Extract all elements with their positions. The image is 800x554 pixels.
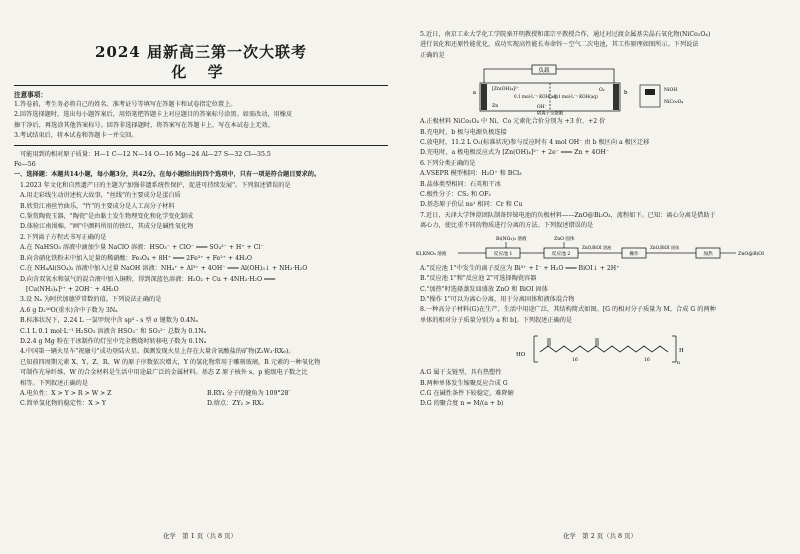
option: A.电负性：X > Y > R > W > Z: [20, 389, 112, 397]
question-line: D.充电时，a 极电极反应式为 [Zn(OH)₄]²⁻ + 2e⁻ ═══ Zn + 4OH⁻: [420, 149, 610, 157]
q7-q8-text: [414, 264, 788, 326]
question-line: 相等。下列叙述正确的是: [20, 379, 89, 387]
question-line: A."反应池 1"中发生的离子反应为 Bi³⁺ + I⁻ + H₂O ═══ BiOI↓ + 2H⁺: [420, 264, 620, 272]
question-line: C.放电时，11.2 L O₂(标准状况)参与反应时有 4 mol OH⁻ 由 b 极区向 a 极区迁移: [420, 139, 650, 147]
title-divider: [14, 85, 388, 86]
nico2o4-label: NiCo₂O₄: [664, 100, 684, 106]
atomic-mass-fe: Fe—56: [14, 161, 36, 169]
question-line: 4.中国第一辆火星车"祝融号"成功登陆火星。探测发现火星上存在大量含氧酸盐的矿物(Z₂W₃·RX₆)。: [20, 348, 295, 356]
load-label: 负载: [538, 68, 550, 75]
question-line: 1.2023 年文化和自然遗产日的主题为"加强非遗系统性保护，促进可持续发展"。下列叙述错误的是: [20, 181, 291, 189]
question-line: 进行氧化和还原性能优化，成功实现高性能长寿命锌－空气二次电池，其工作原理如图所示。下列说法: [420, 41, 699, 49]
q5-stem: [414, 30, 788, 61]
hydroxyl-end: HO: [516, 352, 526, 359]
question-line: 可制作光导纤维，W 的合金材料是生活中用途最广泛的金属材料。基态 Z 原子核外 s、p 能级电子数之比: [20, 369, 308, 377]
flow-source: KI,KNO₃ 溶液: [416, 251, 447, 257]
zincate-label: [Zn(OH)₄]²⁻: [492, 87, 520, 93]
process-flow: [414, 234, 788, 264]
page-1-questions: [14, 181, 388, 389]
option: D.熔点：ZY₂ > RX₂: [207, 400, 264, 408]
notice-line: 2.回答选择题时，选出每小题答案后，用铅笔把答题卡上对应题目的答案标号涂黑。如需改动，用橡皮: [14, 111, 293, 119]
q4-options: [14, 389, 388, 410]
q4-option-row: [14, 399, 388, 409]
question-line: C.在 NH₄Al(SO₄)₂ 溶液中加入过量 NaOH 溶液：NH₄⁺ + Al³⁺ + 4OH⁻ ═══ Al(OH)₃↓ + NH₃·H₂O: [20, 265, 308, 273]
notice-heading: 注意事项：: [14, 91, 47, 99]
oxygen-label: O₂: [599, 88, 605, 94]
question-line: B.欣赏江南丝竹曲乐，"竹"的主要成分是人工高分子材料: [20, 202, 175, 210]
question-line: B."反应池 1"和"反应池 2"可选择陶瓷容器: [420, 275, 537, 283]
question-line: B.向含硝化铁粉末中加入足量的稀硝酸：Fe₃O₄ + 8H⁺ ═══ 2Fe³⁺ + Fe²⁺ + 4H₂O: [20, 254, 252, 262]
question-line: A.在 NaHSO₃ 溶液中滴加少量 NaClO 溶液：HSO₃⁻ + ClO⁻ ═══ SO₄²⁻ + H⁺ + Cl⁻: [20, 244, 264, 252]
electrode-b-label: b: [624, 90, 628, 97]
battery-diagram: [414, 63, 788, 115]
question-line: C.鉴赏陶瓷玉器，"陶瓷"是由黏土发生物理变化和化学变化制成: [20, 213, 194, 221]
chain-length-b: 16: [644, 358, 650, 364]
atomic-mass-line: 可能用到的相对原子质量：H—1 C—12 N—14 O—16 Mg—24 Al—27 S—32 Cl—35.5: [20, 150, 271, 158]
notice-line: 3.考试结束后，将本试卷和答题卡一并交回。: [14, 132, 138, 140]
process-flow-svg: [414, 234, 788, 264]
zinc-electrode: [481, 84, 487, 110]
question-line: A.正极材料 NiCo₂O₄ 中 Ni、Co 元素化合价分别为 +3 价、+2 价: [420, 118, 606, 126]
operation-label: 操作: [629, 251, 639, 257]
q5-q7-text: [414, 117, 788, 231]
question-line: A.用走彩线生动讲述杭大故事，"丝线"的主要成分是蛋白质: [20, 192, 181, 200]
option-line: D.G 的聚合度 n = M/(a + b): [420, 400, 504, 408]
hydrogen-end: H: [679, 348, 684, 355]
reactor-1-label: 反应池 1: [493, 251, 513, 257]
question-line: 正确的是: [420, 51, 445, 59]
question-line: C.1 L 0.1 mol·L⁻¹ H₂SO₃ 溶液含 HSO₃⁻ 和 SO₃²⁻ 总数为 0.1Nₐ: [20, 327, 207, 335]
option-line: C.G 在碱性条件下较稳定，难降解: [420, 389, 514, 397]
inset-box: [640, 85, 660, 107]
polymer-structure-svg: [414, 328, 788, 368]
koh-left-label: 0.1 mol·L⁻¹ KOH(aq): [514, 94, 558, 100]
question-line: D.体验江南围棉，"画"中颜料所用的铁红，其成分是碱性氧化物: [20, 223, 194, 231]
question-line: C."加热"时选择蒸发皿盛放 ZnO 和 BiOI 固体: [420, 285, 548, 293]
question-line: 7.近日，天津大学钟澄团队制备锌铋电池的负极材料——ZnO@Bi₂O₃，流程如下。已知：离心分离是借助于: [420, 211, 716, 219]
niooh-label: NiOH: [664, 88, 678, 94]
inset-particle: [645, 89, 655, 95]
zinc-label: Zn: [492, 104, 499, 110]
battery-diagram-svg: [414, 63, 788, 115]
question-line: D.基态原子价层 ns¹ 相同：Cr 和 Cu: [420, 201, 523, 209]
question-line: 8.一种高分子材料(G)在生产、生活中用途广泛，其结构简式如图。[G 的相对分子质量为 M，合成 G 的两种: [420, 306, 716, 314]
option: B.RY₄ 分子的键角为 109°28′: [207, 389, 290, 397]
flow-product: ZnO@BiOI: [738, 251, 765, 257]
flow-solid: ZnO,BiOI 固体: [650, 244, 680, 250]
question-line: 单体的相对分子质量分别为 a 和 b]。下列叙述正确的是: [420, 316, 573, 324]
degree-of-polymerization: n: [677, 361, 680, 367]
question-line: A.6 g D₂¹⁶O(重水)含中子数为 3Nₐ: [20, 306, 118, 314]
wire-right: [556, 69, 614, 83]
question-line: D.2.4 g Mg 粉在干冰制作的灯室中完全燃烧时转移电子数为 0.1Nₐ: [20, 337, 207, 345]
q8-options: [414, 368, 788, 410]
question-line: 6.下列分类正确的是: [420, 159, 476, 167]
flow-mixture: ZnO,BiOI 溶液: [582, 244, 612, 250]
reactor-2-label: 反应池 2: [551, 251, 571, 257]
question-line: A.VSEPR 模型相同：H₂O⁺ 和 BCl₃: [420, 170, 522, 178]
polymer-chain: [540, 346, 668, 352]
question-line: 5.近日，南京工业大学化工学院秦开明教授和邵宗平教授合作，通过对过渡金属基尖晶石氧化物(NiCo₂O₄): [420, 31, 711, 38]
notice-line: 1.答卷前，考生务必将自己的姓名、准考证号等填写在答题卡和试卷指定位置上。: [14, 101, 237, 108]
page-1-footer: 化学 第 1 页（共 8 页）: [163, 532, 237, 540]
subject-title: 化 学: [171, 63, 231, 81]
question-line: D.向含双氧水和氨气的混合液中加入铜粉，得到深蓝色溶液：H₂O₂ + Cu + 4NH₃·H₂O ═══: [20, 275, 276, 283]
option: C.简单氢化物的稳定性：X > Y: [20, 400, 106, 408]
koh-right-label: 0.1 mol·L⁻¹ KOH(aq): [554, 94, 598, 100]
polymer-structure: [414, 328, 788, 368]
wire-left: [484, 69, 532, 83]
question-line: 3.设 Nₐ 为阿伏加德罗常数的值。下列说法正确的是: [20, 296, 162, 304]
chain-length-a: 16: [572, 358, 578, 364]
question-line: D."操作 1"可以为离心分离，用于分离固体和液体混合物: [420, 295, 575, 303]
exam-title: 2024 届新高三第一次大联考: [95, 43, 307, 61]
catalyst-electrode: [613, 84, 619, 110]
question-line: 已知前四周期元素 X、Y、Z、R、W 的原子序数依次增大，Y 的氢化物常用于雕刻玻璃，R 元素的一种氧化物: [20, 358, 321, 366]
question-line: 离心力，使比重不同的物质进行分离的方法。下列叙述错误的是: [420, 222, 594, 230]
flow-reagent-1: Bi(NO₃)₃ 溶液: [496, 236, 527, 242]
flow-reagent-2: ZnO 固体: [554, 236, 575, 242]
question-line: C.极性分子：CS₂ 和 OF₂: [420, 191, 491, 199]
section-1-heading: 一、选择题：本题共14小题，每小题3分，共42分。在每小题给出的四个选项中，只有一项是符合题目要求的。: [14, 171, 321, 179]
heating-label: 加热: [703, 251, 713, 257]
page-2-footer: 化学 第 2 页（共 8 页）: [563, 532, 637, 540]
question-line: B.晶体类型相同：石英和干冰: [420, 180, 501, 188]
option-line: B.两种单体发生缩聚反应合成 G: [420, 379, 508, 387]
q4-option-row: [14, 389, 388, 399]
membrane-caption: 阴离子交换膜: [536, 111, 564, 116]
question-line: B.充电时，b 极与电源负极连接: [420, 128, 507, 136]
option-line: A.G 属于支链型，具有热塑性: [420, 369, 502, 377]
notice-divider: [14, 145, 388, 146]
question-line: [Cu(NH₃)₄]²⁺ + 2OH⁻ + 4H₂O: [26, 285, 119, 293]
page-2: [400, 0, 800, 554]
question-line: 2.下列离子方程式书写正确的是: [20, 233, 107, 241]
notice-line: 擦干净后，再选涂其他答案标号。回答非选择题时，将答案写在答题卡上，写在本试卷上无效。: [14, 121, 274, 129]
notice-list: [14, 100, 388, 142]
question-line: B.标准状况下，2.24 L 一氯甲烷中含 sp³ - s 型 σ 键数为 0.4Nₐ: [20, 317, 198, 325]
hydroxide-label: OH⁻: [536, 105, 548, 111]
electrode-a-label: a: [472, 90, 476, 97]
